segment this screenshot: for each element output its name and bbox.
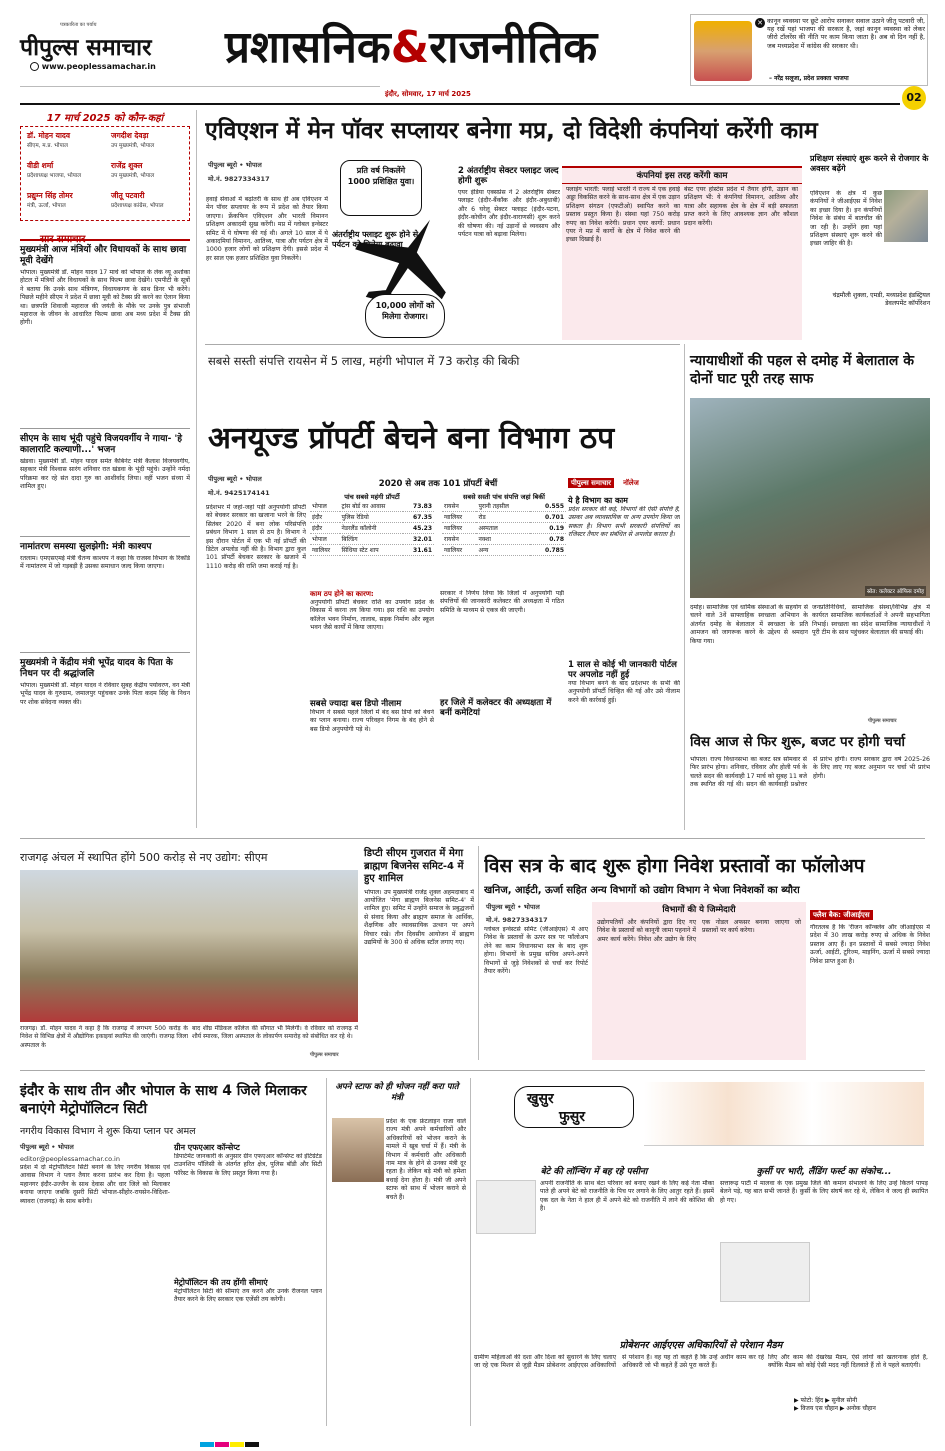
table-cell: 73.83 — [403, 501, 434, 512]
table-cell: रायसेन — [442, 501, 476, 512]
property-sub2 — [310, 698, 434, 819]
table-cell: 0.78 — [530, 534, 566, 545]
news-item-title: नामांतरण समस्या सुलझेगी: मंत्री काश्यप — [20, 542, 152, 552]
masthead — [0, 0, 945, 104]
expensive-table — [310, 501, 434, 556]
quote-author: – नरेंद्र सलूजा, प्रदेश प्रवक्ता भाजपा — [769, 75, 849, 82]
table-cell: इंदौर — [310, 512, 340, 523]
graphic-text-2: अंतर्राष्ट्रीय फ्लाइट शुरू होने से पर्यटन को मिलेगा बढ़ावा — [332, 230, 419, 249]
sub-title: हर जिले में कलेक्टर की अध्यक्षता में बनीं कमेटियां — [440, 698, 552, 718]
invest-box-title: विभागों की ये जिम्मेदारी — [662, 905, 736, 915]
table-cell: 0.555 — [530, 501, 566, 512]
table-row — [310, 501, 434, 512]
table-cell: पुरानी तहसील — [476, 501, 530, 512]
gujarat-body: भोपाल। उप मुख्यमंत्री राजेंद्र शुक्ल अहमदाबाद में आयोजित 'मेगा ब्राह्मण बिजनेस समिट-4' में शामिल हुए। समिट में उन्होंने समाज के प्रबुद्धजनों से संवाद किया और ब्राह्मण समाज के आर्थिक, शैक्षणिक और व्यावसायिक उत्थान पर अपने विचार रखे। तीन दिवसीय आयोजन में ब्राह्मण उद्यमियों के 300 से अधिक स्टॉल लगाए गए। — [364, 888, 474, 946]
table-cell: अन्य — [476, 545, 530, 556]
section-title-a: प्रशासनिक — [225, 22, 391, 73]
table-left-head: पांच सबसे महंगी प्रॉपर्टी — [344, 493, 400, 501]
sub-body: सरकार ने निर्णय लिया कि जिलों में अनुपयोगी पड़ी संपत्तियों की जानकारी कलेक्टर की अध्यक्षता में गठित समिति के माध्यम से एकत्र की जाएगी। — [440, 590, 564, 614]
person-3: वीडी शर्मा प्रदेशाध्यक्ष भाजपा, भोपाल — [27, 161, 82, 179]
section-title-b: राजनीतिक — [429, 22, 598, 73]
paper-tag: पीपुल्स समाचार — [568, 478, 614, 488]
news-item-title: मुख्यमंत्री ने केंद्रीय मंत्री भूपेंद्र यादव के पिता के निधन पर दी श्रद्धांजलि — [20, 658, 173, 679]
table-cell: सिंधिया स्टेट शाप — [340, 545, 404, 556]
table-row — [442, 523, 566, 534]
flashback-tag: फ्लैश बैक: जीआईएस — [810, 910, 873, 920]
khusur-h1: बेटे की लॉन्चिंग में बह रहे पसीना — [540, 1167, 648, 1177]
property-kicker: सबसे सस्ती संपत्ति रायसेन में 5 लाख, महंगी भोपाल में 73 करोड़ की बिकी — [208, 354, 520, 368]
knowledge-body: प्रदेश सरकार की कई, विभागों की ऐसी संपत्ति है, उसका अब व्यावसायिक या अन्य उपयोग किया जा सकता है। विभाग सभी सरकारी संपत्तियों का रजिस्टर तैयार कर संबंधित से अपलोड कराता है। — [568, 506, 680, 539]
khusur-b3: ग्रामीण महिलाओं की दशा और दिशा को सुधारने के लिए चलाए जा रहे एक मिशन से जुड़ी मैडम प्रोबेशनर आईएएस अधिकारियों से परेशान हैं। वह यह तो कहते हैं कि उन्हें अधीन काम कर रहे अधिकारी जो भी कहते हैं उसे पूरा करते हैं। — [474, 1354, 764, 1370]
table-cell: 0.785 — [530, 545, 566, 556]
section-rule — [20, 838, 925, 839]
river-body-right: जनप्रतिनिधियों, सामाजिक संस्था/विभिन्न क्षेत्र में कार्यरत सामाजिक कार्यकर्ताओं ने अपनी सहभागिता निभाई। स्वच्छता का संदेश सामाजिक न्यायाधीशों ने पूरी टीम के साथ पहुंचकर बेलाताल की सफाई की। — [812, 604, 930, 637]
table-cell: अस्पताल — [476, 523, 530, 534]
divider — [20, 652, 190, 653]
khusur-b2: सत्तारूढ़ पार्टी में मालवा के एक प्रमुख जिले की कमान संभालने के लिए उन्हें कितने पापड़ बेलने पड़े, यह बात सभी जानते हैं। कुर्सी के लिए संघर्ष कर रहे थे, लेकिन वे जल्द ही स्थापित हो गए। — [720, 1180, 928, 1204]
knowledge-tag: नॉलेज — [623, 479, 639, 487]
property-headline: अनयूज्ड प्रॉपर्टी बेचने बना विभाग ठप — [208, 421, 615, 456]
lead-headline: एविएशन में मेन पॉवर सप्लायर बनेगा मप्र, दो विदेशी कंपनियां करेंगी काम — [205, 118, 818, 144]
lead-right-body: एविएशन के क्षेत्र में कुछ कंपनियों ने जीआईएस में निवेश का इच्छा दिया है। इन कंपनियों निवेश के संबंध में बातचीत की जा रही है। उन्होंने हवा यहां प्रशिक्षण संस्थाएं शुरू करने की इच्छा जाहिर की है। — [810, 190, 882, 248]
news-item-title: सीएम के साथ भूंदी पहुंचे विजयवर्गीय ने गाया- 'हे कालाराटि कल्याणी...' भजन — [20, 434, 183, 455]
lead-right-photo — [884, 190, 928, 242]
website-link[interactable]: www.peoplessamachar.in — [30, 62, 156, 71]
table-cell: 0.19 — [530, 523, 566, 534]
page-number: 02 — [902, 86, 926, 110]
table-cell: भोपाल — [310, 534, 340, 545]
lead-side-title: 2 अंतर्राष्ट्रीय सेक्टर फ्लाइट जल्द होगी शुरू — [458, 166, 559, 186]
metro-sub-section — [174, 1142, 322, 1388]
table-cell: पुलिस रेडियो — [340, 512, 404, 523]
sub-body: विभाग ने सबसे पहले जिलों में बंद बस डिपो को बेचने का प्लान बनाया। राज्य परिवहन निगम के बंद होने से बस डिपो अनुपयोगी पड़े थे। — [310, 709, 434, 733]
invest-body: ग्लोबल इन्वेस्टर्स समिट (जीआईएस) में आए निवेश के प्रस्तावों के ऊपर सत्र पर फॉलोअप लेने का काम विधानसभा सत्र के बाद शुरू होगा। विभागों के प्रमुख सचिव अपने-अपने विभागों से जुड़े निवेशकों से चर्चा कर रिपोर्ट तैयार करेंगे। — [484, 926, 588, 976]
table-right-head: सबसे सस्ती पांच संपत्ति जहां बिकीं — [463, 493, 545, 501]
invest-side — [810, 902, 930, 1060]
table-row — [310, 534, 434, 545]
news-item-4 — [20, 658, 190, 792]
lead-side — [458, 166, 560, 329]
table-cell: ग्वालियर — [442, 545, 476, 556]
companies-box-title: कंपनियां इस तरह करेंगी काम — [562, 168, 802, 184]
gujarat-story — [364, 848, 474, 1062]
river-body-left: दमोह। सामाजिक एवं धार्मिक संस्थाओं के सहयोग से चलने वाले 3वें साफ्ताहिक स्वच्छता अभियान के अंतर्गत दमोह के बेलाताल में स्वच्छता के प्रति आमजन को जागरूक करने के उद्देश्य से श्रमदान किया गया। — [690, 604, 808, 645]
invest-box-body: उद्योगपतियों और कंपनियों द्वारा दिए गए निवेश के प्रस्तावों को कानूनी जामा पहनाने में अमर कार्य करेंगे। निवेश और उद्योग के लिए एक नोडल अफसर बनाया जाएगा जो प्रस्तावों पर कार्य करेगा। — [597, 919, 801, 943]
rajgarh-photo — [20, 870, 358, 1022]
x-icon: ✕ — [755, 18, 765, 28]
metro-body: प्रदेश में दो मेट्रोपॉलिटन सिटी बनाने के लिए नगरीय विकास एवं आवास विभाग ने प्लान तैयार करना प्रारंभ कर दिया है। पहला महानगर इंदौर-उज्जैन के साथ देवास और धार जिले को मिलाकर बनाया जाएगा जबकि दूसरी सिटी भोपाल-सीहोर-रायसेन-विदिशा-ब्यावरा (राजगढ़) के साथ बनेगी। — [20, 1164, 170, 1205]
metro-sub-body-2: मेट्रोपॉलिटन सिटी की सीमाएं तय करने और उनके रीजनल प्लान तैयार करने के लिए सरकार एक एजेंसी तय करेगी। — [174, 1288, 322, 1304]
news-item-title: मुख्यमंत्री आज मंत्रियों और विधायकों के साथ छावा मूवी देखेंगे — [20, 245, 187, 266]
section-title — [225, 22, 597, 74]
rajgarh-caption-2: बाद शीघ्र मेडिकल कॉलेज की सौगात भी मिलेगी। वे रविवार को राजगढ़ में शौर्य स्मारक, जिला अस्पताल के लोकार्पण समारोह को संबोधित कर रहे थे। — [192, 1025, 358, 1041]
table-row — [310, 512, 434, 523]
property-sub1 — [310, 590, 434, 691]
divider — [20, 536, 190, 537]
metro-sub-body: डिपार्टमेंट जानकारी के अनुसार ग्रीन एफएआर कॉन्सेप्ट को इंटिग्रेटेड टाउनशिप पॉलिसी के अंतर्गत हरित क्षेत्र, पुलिस बॉडी और सिटी फॉरेस्ट के विकास के लिए प्रस्तुत किया गया है। — [174, 1153, 322, 1177]
table-cell: 31.61 — [403, 545, 434, 556]
budget-body: भोपाल। राज्य विधानसभा का बजट सत्र सोमवार से फिर प्रारंभ होगा। शनिवार, रविवार और होली पर्व के चलते सदन की कार्यवाही 17 मार्च को सुबह 11 बजे तक स्थगित की गई थी। सदन की कार्यवाही प्रश्नोत्तर से प्रारंभ होगी। राज्य सरकार द्वारा वर्ष 2025-26 के लिए लाए गए बजट अनुमान पर चर्चा भी प्रारंभ होगी। — [690, 756, 930, 789]
news-item-2 — [20, 434, 190, 532]
invest-byline: पीपुल्स ब्यूरो • भोपाल मो.नं. 9827334317 — [486, 903, 548, 924]
masthead-rule-bold — [20, 103, 900, 105]
person-5: प्रद्युम्न सिंह तोमर मंत्री, ऊर्जा, भोपाल — [27, 191, 73, 209]
cartoon-illustration — [644, 1082, 924, 1146]
river-tag: पीपुल्स समाचार — [868, 718, 897, 724]
cartoon-1 — [476, 1180, 536, 1234]
table-cell: भोपाल — [310, 501, 340, 512]
metro-headline: इंदौर के साथ तीन और भोपाल के साथ 4 जिले मिलाकर बनाएंगे मेट्रोपॉलिटन सिटी — [20, 1083, 307, 1117]
table-cell: रायसेन — [442, 534, 476, 545]
table-cell: ट्रांस बोर्ड का आवास — [340, 501, 404, 512]
news-item-1 — [20, 245, 190, 417]
news-item-body: भोपाल। मुख्यमंत्री डॉ. मोहन यादव 17 मार्च को भोपाल के लेक व्यू अशोका होटल में मंत्रियों और विधायकों के साथ फिल्म छावा देखेंगे। एमपीटी के सूत्रों ने बताया कि उनके साथ मंत्रिगण, विधायकगण के साथ डिनर भी करेंगे। पिछले महीने सीएम ने प्रदेश में छावा मूवी को टैक्स फ्री करने का ऐलान किया था। छत्रपति शिवाजी महाराज की जयंती के मौके पर उनके पुत्र संभाजी महाराज के जीवन के आधारित फिल्म छावा अब मध्य प्रदेश में टैक्स फ्री होगी। — [20, 269, 190, 327]
staff-headline: अपने स्टाफ को ही भोजन नहीं करा पाते मंत्री — [335, 1082, 459, 1103]
person-2: जगदीश देवड़ा उप मुख्यमंत्री, भोपाल — [111, 131, 155, 149]
quote-text: कानून व्यवस्था पर छूटे आरोप सनाकर सवाल उठाने जीतू पटवारी जी, यह रखें यहां भाजपा की सरकार है, जहां कानून व्यवस्था को लेकर जीरो टॉलरेंस की नीति पर काम किया जाता है। अब वो दिन नहीं है, जब मध्यप्रदेश में कांग्रेस की सरकार थी। — [767, 17, 925, 50]
table-left — [310, 492, 434, 556]
rajgarh-headline: राजगढ़ अंचल में स्थापित होंगे 500 करोड़ से नए उद्योग: सीएम — [20, 851, 268, 864]
person-1: डॉ. मोहन यादव सीएम, म.प्र. भोपाल — [27, 131, 71, 149]
date-line: इंदौर, सोमवार, 17 मार्च 2025 — [385, 90, 471, 98]
property-byline: पीपुल्स ब्यूरो • भोपाल मो.नं. 9425174141 — [208, 475, 270, 497]
news-item-3 — [20, 542, 190, 655]
knowledge-body-2: नया विभाग बनने के बाद प्रदेशभर के सभी की अनुपयोगी प्रॉपर्टी चिन्हित की गई और उसे नीलाम करने की कार्रवाई हुई। — [568, 680, 680, 704]
quote-avatar — [694, 21, 752, 81]
property-sub3-head — [440, 698, 564, 718]
staff-photo — [332, 1118, 384, 1182]
companies-box-left: फ्लाइंग भारती: फ्लाई भारती ने राज्य में एक हवाई अड्डा विकसित करने के साथ-साथ क्षेत्र में एक उड़ान प्रशिक्षण संगठन (एफटीओ) स्थापित करने का प्रस्ताव प्रस्तुत किया है। संस्था यहां 750 करोड़ रुपए का निवेश करेगी। प्रधान एयर कार्गो: प्रधान एयर ने मप्र में कार्गो के क्षेत्र में निवेश करने की इच्छा दिखाई है। — [566, 186, 680, 244]
globe-icon — [30, 62, 39, 71]
logo-tagline: पत्रकारिता का पर्याय — [60, 22, 97, 28]
metro-sub: नगरीय विकास विभाग ने शुरू किया प्लान पर अमल — [20, 1126, 196, 1137]
rajgarh-tag: पीपुल्स समाचार — [310, 1052, 339, 1058]
invest-side-body: गौरतलब है कि 'रीजन कॉन्क्लेव और जीआईएस में प्रदेश में 30 लाख करोड़ रुपए से अधिक के निवेश प्रस्ताव आए हैं। इन प्रस्तावों में सबसे ज्यादा निवेश ऊर्जा, आईटी, टूरिज्म, माइनिंग, ऊर्जा में सबसे ज्यादा निवेश प्राप्त हुआ है। — [810, 924, 930, 965]
column-rule — [478, 846, 479, 1060]
knowledge-title-2: 1 साल से कोई भी जानकारी पोर्टल पर अपलोड नहीं हुई — [568, 660, 677, 680]
table-row — [310, 523, 434, 534]
invest-sub: खनिज, आईटी, ऊर्जा सहित अन्य विभागों को उद्योग विभाग ने भेजा निवेशकों का ब्यौरा — [484, 885, 800, 896]
gujarat-headline: डिप्टी सीएम गुजरात में मेगा ब्राह्मण बिजनेस समिट-4 में हुए शामिल — [364, 848, 464, 884]
news-item-body: रतलाम। एमएसएमई मंत्री चैतन्य काश्यप ने कहा कि राजस्व विभाग के रिकॉर्ड में नामांतरण में जो गड़बड़ी है उसका समाधान जल्द किया जाएगा। — [20, 555, 190, 571]
table-cell: बिल्डिंग — [340, 534, 404, 545]
person-6: जीतू पटवारी प्रदेशाध्यक्ष कांग्रेस, भोपाल — [111, 191, 164, 209]
property-body: प्रदेशभर में जहां-जहां पड़ी अनुपयोगी प्रॉपर्टी को बेचकर सरकार का खजाना भरने के लिए सितंबर 2020 में बना लोक परिसंपत्ति प्रबंधन विभाग 1 साल से ठप है। विभाग ने इस दौरान पोर्टल में एक भी नई प्रॉपर्टी की डिटेल अपलोड नहीं की है। विभाग द्वारा कुल 101 प्रॉपर्टी बेचकर सरकार के खजाने में 1110 करोड़ की राशि जमा कराई गई है। — [206, 504, 306, 570]
sidebar-heading: 17 मार्च 2025 को कौन-कहां — [46, 113, 164, 124]
khusur-h3: प्रोबेशनर आईएएस अधिकारियों से परेशान मैडम — [619, 1340, 783, 1351]
graphic-bubble-3: 10,000 लोगों को मिलेगा रोजगार। — [365, 294, 445, 338]
person-grid — [20, 126, 190, 221]
sub-title: काम ठप होने का कारण: — [310, 590, 374, 598]
property-sub3 — [440, 590, 564, 690]
color-bar-bottom — [200, 1432, 260, 1451]
plane-graphic — [330, 158, 455, 343]
person-4: राजेंद्र शुक्ल उप मुख्यमंत्री, भोपाल — [111, 161, 155, 179]
lead-byline: पीपुल्स ब्यूरो • भोपाल मो.नं. 9827334317 — [208, 161, 270, 183]
khusur-title: खुसुर फुसुर — [514, 1086, 634, 1128]
knowledge-box — [568, 470, 680, 770]
companies-box — [562, 166, 802, 340]
metro-sub-title: ग्रीन एफएआर कॉन्सेप्ट — [174, 1143, 240, 1152]
table-cell: 0.701 — [530, 512, 566, 523]
river-headline: न्यायाधीशों की पहल से दमोह में बेलाताल के दोनों घाट पूरी तरह साफ — [690, 353, 915, 387]
lead-right-quote: चंद्रमौली शुक्ला, एमडी, मध्यप्रदेश इंडस्ट्रियल डेवलपमेंट कॉर्पोरेशन — [832, 292, 930, 307]
cartoon-2 — [720, 1242, 810, 1302]
cheap-table — [442, 501, 566, 556]
photo-credits: ▶ फोटो: हिंद ▶ सुनील सोनी ▶ विजय एस चौहान ▶ अनोक चौहान — [794, 1397, 876, 1412]
metro-byline: पीपुल्स ब्यूरो • भोपाल editor@peoplessamachar.co.in — [20, 1143, 120, 1163]
rajgarh-caption: राजगढ़। डॉ. मोहन यादव ने कहा है कि राजगढ़ में लगभग 500 करोड़ के निवेश से विभिन्न क्षेत्रों में औद्योगिक इकाइयां स्थापित की जाएंगी। राजगढ़ जिला अस्पताल के — [20, 1025, 188, 1049]
logo[interactable]: पीपुल्स समाचार — [20, 35, 152, 61]
sar-samachar-heading: सार समाचार — [20, 227, 190, 241]
table-right — [442, 492, 566, 556]
table-title: 2020 से अब तक 101 प्रॉपर्टी बेचीं — [378, 479, 498, 489]
graphic-bubble-1: प्रति वर्ष निकलेंगे 1000 प्रशिक्षित युवा। — [340, 160, 422, 216]
sub-body: अनुपयोगी प्रॉपर्टी बेचकर राशि का उपयोग प्रदेश के विकास में करना तय किया गया। इस राशि का उपयोग कॉलेज भवन निर्माण, तालाब, सड़क निर्माण और स्कूल भवन जैसे कार्यों में किया जाएगा। — [310, 599, 434, 632]
table-cell: 67.35 — [403, 512, 434, 523]
budget-headline: विस आज से फिर शुरू, बजट पर होगी चर्चा — [690, 734, 906, 750]
masthead-rule — [20, 86, 380, 87]
khusur-section — [474, 1080, 930, 1430]
lead-right-title: प्रशिक्षण संस्थाएं शुरू करने से रोजगार के अवसर बढ़ेंगे — [810, 154, 929, 173]
section-title-amp: & — [390, 22, 430, 73]
divider — [20, 428, 190, 429]
table-cell: रोड — [476, 512, 530, 523]
column-rule — [684, 344, 685, 830]
table-row — [442, 534, 566, 545]
khusur-b3b: लिए और काम की देखरेख मैडम, ऐसे लोगों को खतरनाक होते हैं, क्योंकि मैडम को कोई ऐसी मदद नहीं दिलवाते हैं तो वे पहले बताएंगी। — [768, 1354, 928, 1370]
section-rule — [20, 1070, 925, 1071]
photo-caption: स्रोत: कलेक्टर ऑफिस दमोह — [865, 586, 926, 596]
column-rule — [470, 1078, 471, 1426]
sidebar — [20, 110, 190, 828]
lead-right — [810, 154, 930, 340]
table-cell: नक्शा — [476, 534, 530, 545]
quote-box — [690, 14, 928, 86]
table-cell: नेडरलैंड कॉलोनी — [340, 523, 404, 534]
metro-sub-title-2: मेट्रोपॉलिटन की तय होंगी सीमाएं — [174, 1278, 268, 1287]
table-row — [442, 512, 566, 523]
table-cell: इंदौर — [310, 523, 340, 534]
table-cell: ग्वालियर — [442, 512, 476, 523]
table-row — [442, 501, 566, 512]
table-row — [310, 545, 434, 556]
news-item-body: भोपाल। मुख्यमंत्री डॉ. मोहन यादव ने रविवार सुबह केंद्रीय पर्यावरण, वन मंत्री भूपेंद्र यादव के गुरुग्राम, जमालपुर पहुंचकर उनके पिता कदम सिंह के निधन पर शोक संवेदना व्यक्त की। — [20, 682, 190, 706]
table-row — [442, 545, 566, 556]
invest-headline: विस सत्र के बाद शुरू होगा निवेश प्रस्तावों का फॉलोअप — [484, 855, 865, 877]
lead-side-body: एयर इंडिया एक्सप्रेस ने 2 अंतर्राष्ट्रीय सेक्टर फ्लाइट (इंदौर-बैंकॉक और इंदौर-अबुधाबी) और 6 घरेलू सेक्टर फ्लाइट (इंदौर-पटना, इंदौर-कोचीन और इंदौर-वाराणसी) शुरू करने की घोषणा की। नई उड़ानों से व्यवसाय और पर्यटन यात्रा को बढ़ावा मिलेगा। — [458, 189, 560, 239]
column-rule — [326, 1078, 327, 1426]
section-rule — [205, 344, 680, 345]
table-cell: 32.01 — [403, 534, 434, 545]
invest-box — [592, 902, 806, 1060]
lead-body: हवाई सेवाओं में बढ़ोतरी के साथ ही अब एविएशन में मेन पॉवर सप्लायर के रूप में प्रदेश को तैयार किया जाएगा। फ्रेंकफिन एविएशन और भारती विमानन प्रशिक्षण अकादमी सुख करेंगी। मप्र में ग्लोबल इन्वेस्टर समिट में ये घोषणा की गई थी। अगले 10 साल में ये अकादमियां विमानन, आतिथ्य, यात्रा और पर्यटन क्षेत्र में 1000 हजार लोगों को प्रशिक्षण देंगी। इससे प्रदेश में हर साल एक हजार प्रशिक्षित युवा निकलेंगे। — [206, 196, 328, 262]
column-rule — [196, 110, 197, 828]
property-table — [310, 478, 566, 588]
table-cell: ग्वालियर — [310, 545, 340, 556]
staff-body: प्रदेश के एक फ्रंटलाइन राजा वाले राज्य मंत्री अपने कर्मचारियों और अधिकारियों को भोजन कराने के मामले में खूब चर्चा में हैं। मंत्री के विभाग में कर्मचारी और अधिकारी नाम मात्र के होने से उनका मंत्री दूर रहता है। लेकिन बड़े मंत्री को हमेशा बधाई देना होता है। मंत्री जी अपने स्टाफ को साथ में भोजन कराने से बचते हैं। — [386, 1118, 466, 1201]
khusur-h2: कुर्सी पर भारी, लैंडिंग फर्स्ट का संकोच... — [756, 1167, 892, 1177]
khusur-b1: अपनी राजनीति के साथ बेटा परिवार को बनाए रखने के लिए कई नेता मौका पाते ही अपने बेटे को राजनीति के पिच पर लगाने के लिए आतुर रहते हैं। इसमें एक दल के नेता ने हाल ही में अपने बेटे को राजनीति में लाने की कोशिश की है। — [540, 1180, 714, 1213]
sub-title: सबसे ज्यादा बस डिपो नीलाम — [310, 699, 402, 709]
news-item-body: खंडवा। मुख्यमंत्री डॉ. मोहन यादव समेत कैबिनेट मंत्री कैलाश विजयवर्गीय, सहकार मंत्री विश्वास सारंग शनिवार रात खंडवा के भूंदी पहुंचे। उन्होंने नर्मदा परिक्रमा कर रहे संत दादा गुरु का आशीर्वाद लिया। वहीं भजन संध्या में शामिल हुए। — [20, 458, 190, 491]
knowledge-title: ये है विभाग का काम — [568, 496, 628, 505]
companies-box-right: बेस्ट एयर होस्टेस प्रदेश में तैयार होंगी, उड़ान का प्रशिक्षण भी: ये कंपनियां विमानन, आतिथ्य और यात्रा और सहायक क्षेत्र के क्षेत्र में बड़ी सफलता प्राप्त करने के लिए आवश्यक ज्ञान और कौशल प्रदान करेंगी। — [684, 186, 798, 227]
table-cell: ग्वालियर — [442, 523, 476, 534]
table-cell: 45.23 — [403, 523, 434, 534]
river-photo — [690, 398, 930, 598]
